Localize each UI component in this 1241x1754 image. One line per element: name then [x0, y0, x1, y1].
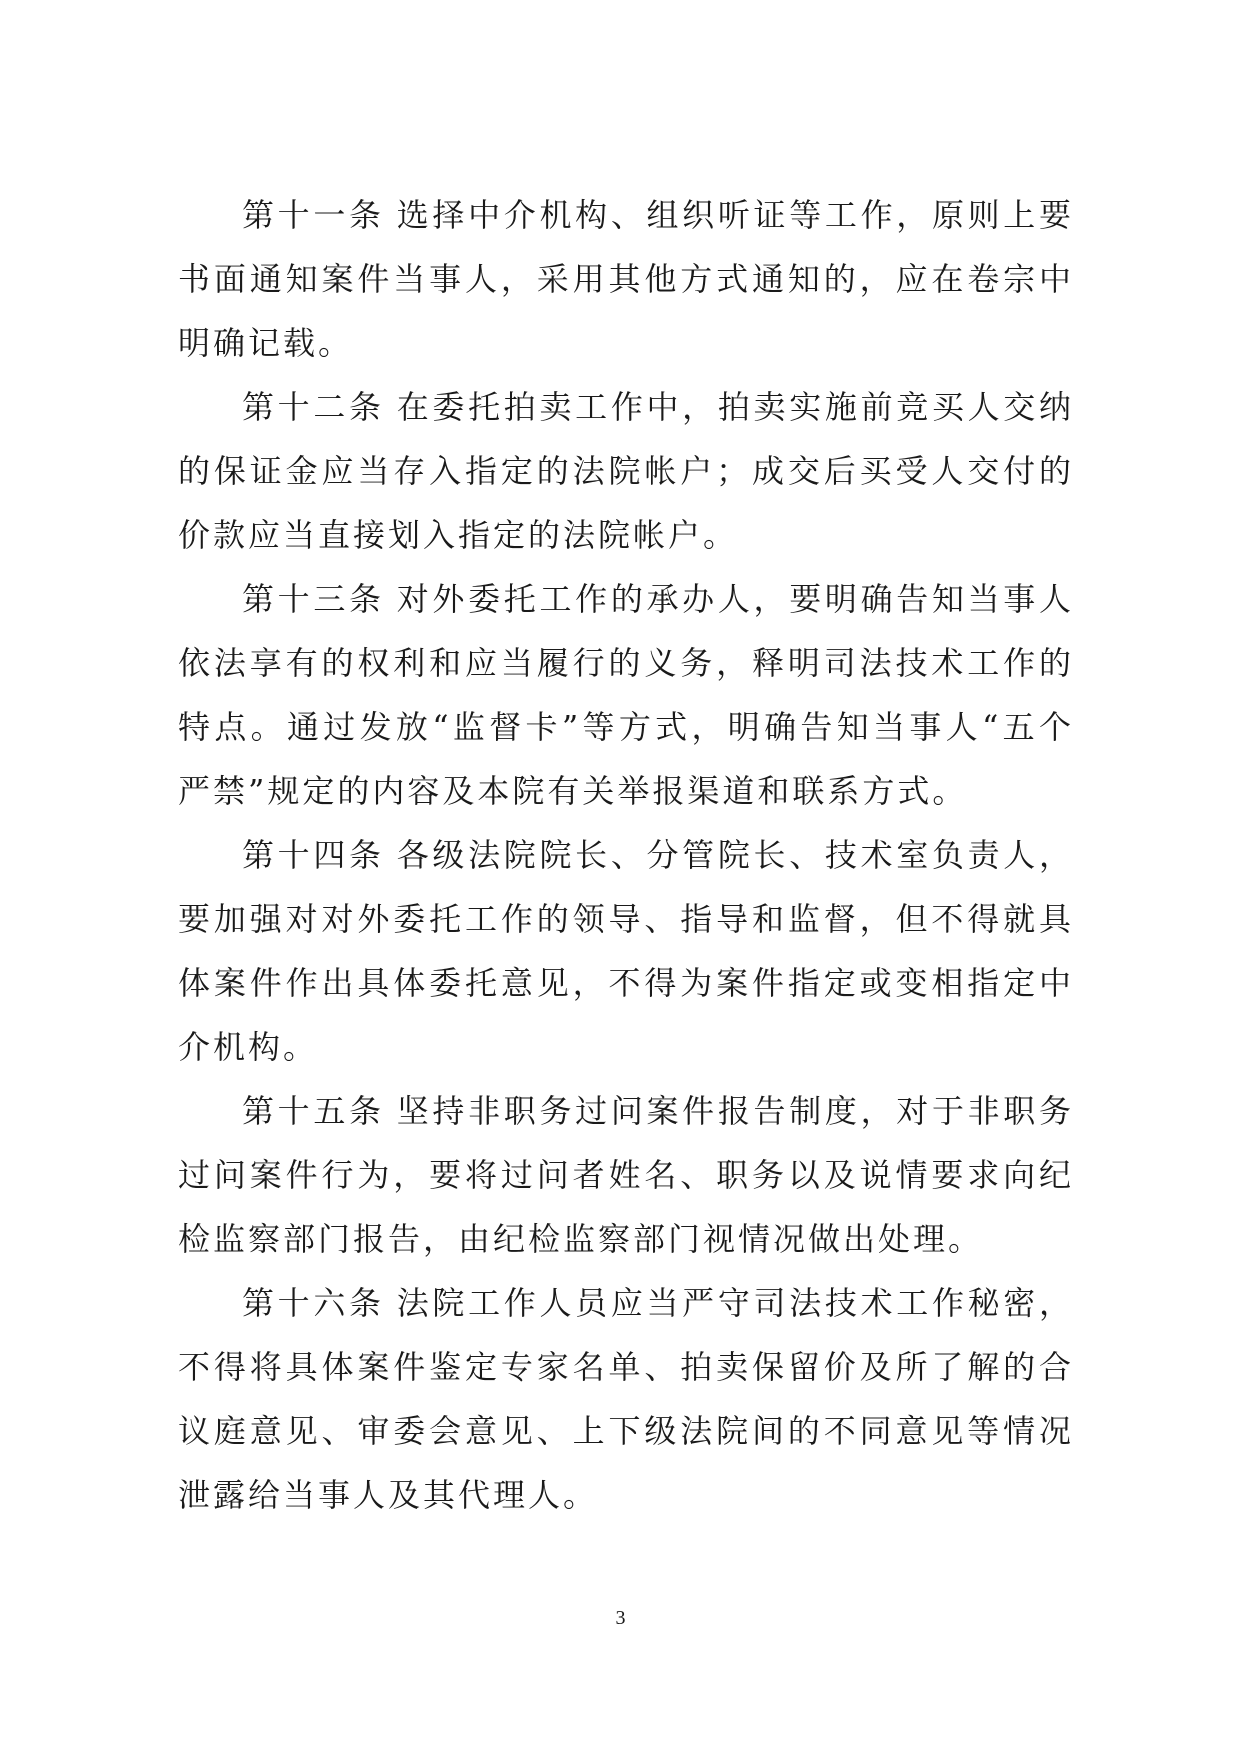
article-16	[178, 1271, 1074, 1527]
article-body: 法院工作人员应当严守司法技术工作秘密，不得将具体案件鉴定专家名单、拍卖保留价及所了解的合议庭意见、审委会意见、上下级法院间的不同意见等情况泄露给当事人及其代理人。	[178, 1284, 1074, 1514]
article-body: 各级法院院长、分管院长、技术室负责人，要加强对对外委托工作的领导、指导和监督，但不得就具体案件作出具体委托意见，不得为案件指定或变相指定中介机构。	[178, 836, 1074, 1066]
article-title: 第十六条	[242, 1284, 385, 1322]
article-title: 第十二条	[242, 388, 385, 426]
article-11	[178, 183, 1074, 375]
body-text	[178, 183, 1074, 1527]
article-12	[178, 375, 1074, 567]
article-15	[178, 1079, 1074, 1271]
article-13	[178, 567, 1074, 823]
article-title: 第十一条	[242, 196, 385, 234]
article-body: 坚持非职务过问案件报告制度，对于非职务过问案件行为，要将过问者姓名、职务以及说情要求向纪检监察部门报告，由纪检监察部门视情况做出处理。	[178, 1092, 1074, 1258]
article-body: 对外委托工作的承办人，要明确告知当事人依法享有的权利和应当履行的义务，释明司法技术工作的特点。通过发放“监督卡”等方式，明确告知当事人“五个严禁”规定的内容及本院有关举报渠道和联系方式。	[178, 580, 1074, 810]
article-body: 在委托拍卖工作中，拍卖实施前竞买人交纳的保证金应当存入指定的法院帐户；成交后买受人交付的价款应当直接划入指定的法院帐户。	[178, 388, 1074, 554]
article-14	[178, 823, 1074, 1079]
article-body: 选择中介机构、组织听证等工作，原则上要书面通知案件当事人，采用其他方式通知的，应在卷宗中明确记载。	[178, 196, 1074, 362]
article-title: 第十三条	[242, 580, 385, 618]
article-title: 第十四条	[242, 836, 385, 874]
article-title: 第十五条	[242, 1092, 385, 1130]
page-number: 3	[615, 1607, 626, 1629]
